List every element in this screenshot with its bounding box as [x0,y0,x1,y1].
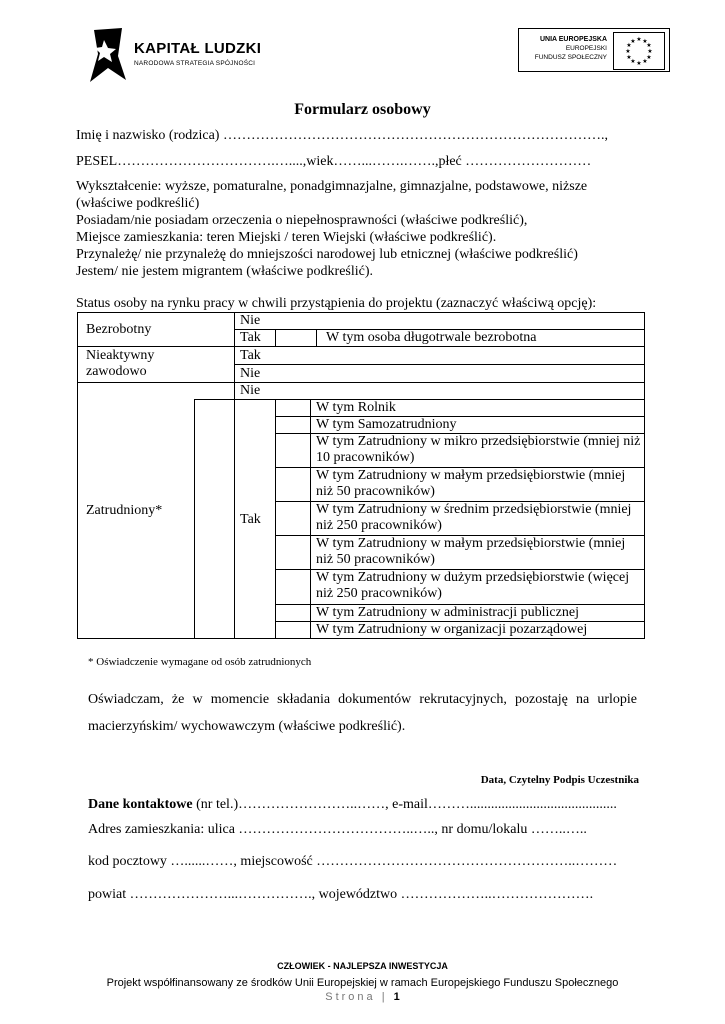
page-indicator: Strona | 1 [325,991,400,1003]
footnote: * Oświadczenie wymagane od osób zatrudnionych [88,656,312,668]
eu-logo-text [535,35,607,62]
svg-text:★: ★ [630,38,636,45]
svg-text:★: ★ [630,58,636,65]
kapital-ludzki-title: KAPITAŁ LUDZKI [134,40,262,57]
signature-label: Data, Czytelny Podpis Uczestnika [480,774,639,786]
migrant-line: Jestem/ nie jestem migrantem (właściwe podkreślić). [76,264,374,279]
page-number: 1 [393,991,400,1003]
employed-option-small[interactable]: W tym Zatrudniony w małym przedsiębiorstwie (mniej niż 50 pracowników) [316,468,626,499]
kapital-ludzki-subtitle: NARODOWA STRATEGIA SPÓJNOŚCI [134,60,256,67]
employed-option-ngo[interactable]: W tym Zatrudniony w organizacji pozarządowej [316,622,588,637]
minority-line: Przynależę/ nie przynależę do mniejszości narodowej lub etnicznej (właściwe podkreślić) [76,247,578,262]
zatrudniony-nie-option[interactable]: Nie [240,383,261,398]
svg-text:★: ★ [647,48,653,55]
employed-option-public[interactable]: W tym Zatrudniony w administracji publicznej [316,605,579,620]
contact-phone-email-line[interactable] [88,797,617,813]
bezrobotny-nie-option[interactable]: Nie [240,313,261,328]
postal-city-line[interactable]: kod pocztowy …......……, miejscowość ………………………………………………..……… [88,854,618,869]
svg-text:★: ★ [642,38,648,45]
kapital-ludzki-mark-icon [88,28,128,82]
eu-line-3: FUNDUSZ SPOŁECZNY [534,54,607,61]
page-footer [0,961,725,1003]
employed-option-small-2[interactable]: W tym Zatrudniony w małym przedsiębiorstwie (mniej niż 50 pracowników) [316,536,626,567]
svg-text:★: ★ [625,48,631,55]
bezrobotny-label: Bezrobotny [86,322,152,337]
employed-option-farmer[interactable]: W tym Rolnik [316,400,396,415]
phone-email-fields: (nr tel.)……………………..……, e-mail……….......................................... [192,797,617,812]
disability-line: Posiadam/nie posiadam orzeczenia o niepełnosprawności (właściwe podkreślić), [76,213,528,228]
zatrudniony-tak-option[interactable]: Tak [240,512,261,527]
name-field-line[interactable]: Imię i nazwisko (rodzica) ………………………………………………………………………., [76,128,608,143]
kapital-ludzki-logo [88,28,268,84]
svg-text:★: ★ [636,36,642,43]
education-note: (właściwe podkreślić) [76,196,200,211]
contact-heading: Dane kontaktowe [88,797,193,812]
labor-status-table [77,312,645,639]
employed-option-self-employed[interactable]: W tym Samozatrudniony [316,417,457,432]
svg-text:★: ★ [646,54,652,61]
svg-text:★: ★ [646,42,652,49]
svg-text:★: ★ [626,54,632,61]
employed-option-large[interactable]: W tym Zatrudniony w dużym przedsiębiorstwie (więcej niż 250 pracowników) [316,570,630,601]
nieaktywny-tak-option[interactable]: Tak [240,348,261,363]
zatrudniony-label: Zatrudniony* [86,503,163,518]
pesel-field-line[interactable]: PESEL…………………………….…....,wiek……...…….…….,płeć ……………………… [76,154,592,169]
maternity-leave-declaration: Oświadczam, że w momencie składania dokumentów rekrutacyjnych, pozostaję na urlopie macierzyńskim/ wychowawczym (właściwe podkreślić). [88,692,637,734]
eu-flag-icon [613,32,665,70]
svg-text:★: ★ [642,58,648,65]
bezrobotny-tak-option[interactable]: Tak [240,330,261,345]
long-term-unemployed-option[interactable]: W tym osoba długotrwale bezrobotna [326,330,537,345]
county-voivodeship-line[interactable]: powiat …………………...……………., województwo ………………..…………………. [88,887,594,902]
footer-cofinance: Projekt współfinansowany ze środków Unii Europejskiej w ramach Europejskiego Funduszu Społecznego [106,977,619,989]
svg-text:★: ★ [636,60,642,67]
employed-option-medium[interactable]: W tym Zatrudniony w średnim przedsiębiorstwie (mniej niż 250 pracowników) [316,502,632,533]
nieaktywny-nie-option[interactable]: Nie [240,366,261,381]
eu-line-1: UNIA EUROPEJSKA [539,36,607,43]
nieaktywny-label: Nieaktywny zawodowo [86,348,155,379]
page-label: Strona [325,991,376,1003]
form-title: Formularz osobowy [294,101,431,118]
address-line[interactable]: Adres zamieszkania: ulica ………………………………..….., nr domu/lokalu ……..….. [88,822,587,837]
eu-logo [518,28,670,72]
eu-line-2: EUROPEJSKI [565,45,607,52]
education-line: Wykształcenie: wyższe, pomaturalne, ponadgimnazjalne, gimnazjalne, podstawowe, niższe [76,179,588,194]
status-heading: Status osoby na rynku pracy w chwili przystąpienia do projektu (zaznaczyć właściwą opcję): [76,296,597,311]
footer-slogan: CZŁOWIEK - NAJLEPSZA INWESTYCJA [277,961,448,971]
employed-option-micro[interactable]: W tym Zatrudniony w mikro przedsiębiorstwie (mniej niż 10 pracowników) [316,434,641,465]
residence-line: Miejsce zamieszkania: teren Miejski / teren Wiejski (właściwe podkreślić). [76,230,497,245]
svg-text:★: ★ [626,42,632,49]
